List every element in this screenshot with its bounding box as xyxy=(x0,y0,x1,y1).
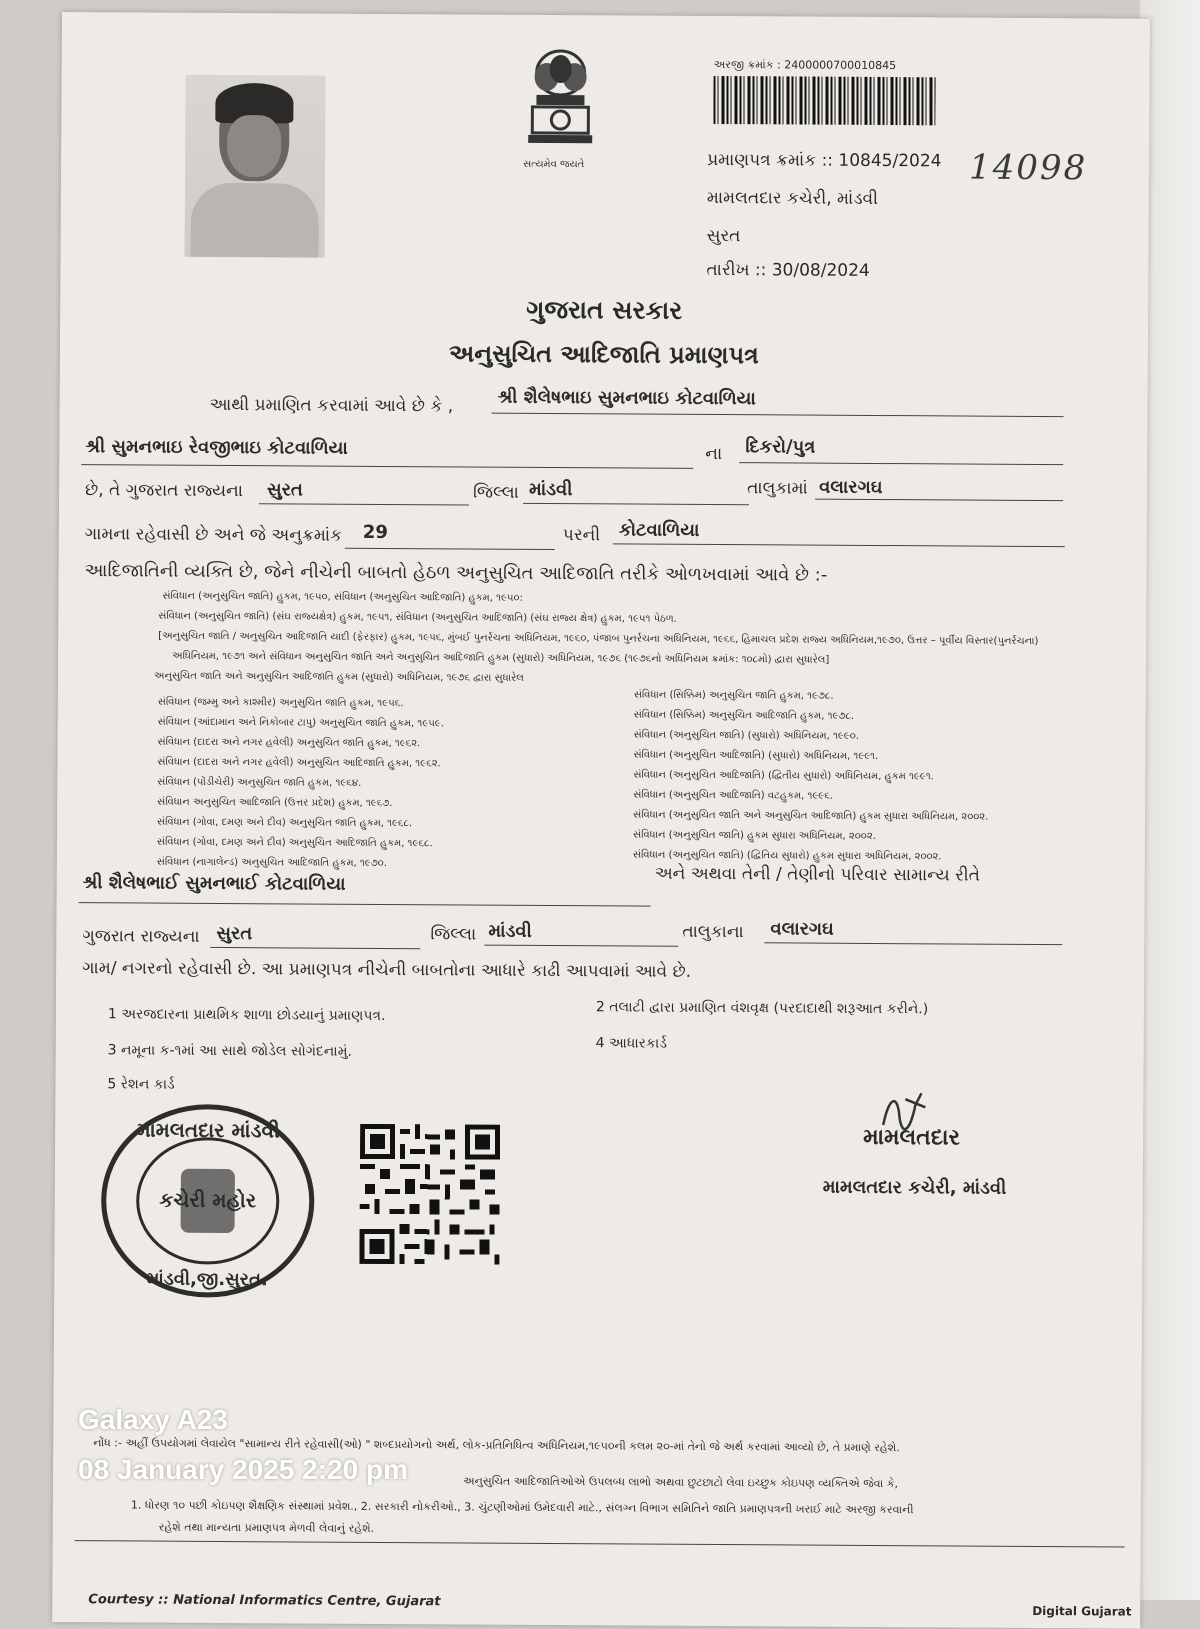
issue-date: તારીખ :: 30/08/2024 xyxy=(706,259,870,281)
order-item: સંવિધાન (અનુસુચિત જાતિ) હુકમ, ૧૯૫૦, સંવિધાન (અનુસુચિત આદિજાતિ) હુકમ, ૧૯૫૦: xyxy=(162,590,523,604)
document-item: 4 આધારકાર્ડ xyxy=(595,1035,667,1052)
seal-bottom-text: માંડવી,જી.સુરત. xyxy=(146,1268,268,1291)
courtesy-text: Courtesy :: National Informatics Centre, Gujarat xyxy=(88,1592,441,1610)
order-item: સંવિધાન (અનુસુચિત આદિજાતિ) (સુધારો) અધિનિયમ, ૧૯૯૧. xyxy=(633,749,879,763)
certification-intro: આથી પ્રમાણિત કરવામાં આવે છે કે , xyxy=(209,394,454,417)
order-item: સંવિધાન (ગોવા, દમણ અને દીવ) અનુસુચિત જાતિ હુકમ, ૧૯૬૮. xyxy=(157,816,413,830)
state-prefix-2: ગુજરાત રાજ્યના xyxy=(82,926,200,947)
village-text: ગામના રહેવાસી છે અને જે અનુક્રમાંક xyxy=(84,524,343,546)
order-item: સંવિધાન (દાદરા અને નગર હવેલી) અનુસુચિત જાતિ હુકમ, ૧૯૬૨. xyxy=(157,736,421,750)
relation-value: દિકરો/પુત્ર xyxy=(745,436,816,458)
document-item: 3 નમૂના ક-૧માં આ સાથે જોડેલ સોગંદનામું. xyxy=(107,1042,353,1060)
jilla-label-2: જિલ્લા xyxy=(430,924,477,945)
camera-device-label: Galaxy A23 xyxy=(78,1404,228,1435)
order-item: સંવિધાન (અનુસુચિત જાતિ અને અનુસુચિત આદિજાતિ) હુકમ સુધારા અધિનિયમ, ૨૦૦૨. xyxy=(633,809,989,823)
order-item: સંવિધાન (આંદામાન અને નિકોબાર ટાપુ) અનુસુચિત જાતિ હુકમ, ૧૯૫૯. xyxy=(157,716,444,730)
order-item: સંવિધાન (પોંડીચેરી) અનુસુચિત જાતિ હુકમ, ૧૯૬૪. xyxy=(157,776,362,789)
taluka-label-2: તાલુકાના xyxy=(682,921,744,943)
divider xyxy=(764,942,1062,945)
taluka-value-2: વલારગઘ xyxy=(770,918,834,940)
signatory-title: મામલતદાર xyxy=(863,1124,960,1151)
order-item: સંવિધાન (અનુસુચિત જાતિ) હુકમ સુધારા અધિનિયમ, ૨૦૦૨. xyxy=(632,829,876,842)
caste-value: કોટવાળિયા xyxy=(618,519,700,541)
divider xyxy=(739,462,1063,465)
digital-gujarat-text: Digital Gujarat xyxy=(1032,1603,1132,1619)
handwritten-number: 14098 xyxy=(968,147,1088,189)
order-item: સંવિધાન (દાદરા અને નગર હવેલી) અનુસુચિત આદિજાતિ હુકમ, ૧૯૬૨. xyxy=(157,756,441,770)
footer-note-3: 1. ધોરણ ૧૦ પછી કોઇપણ શૈક્ષણિક સંસ્થામાં પ્રવેશ., 2. સરકારી નોકરીઓ., 3. ચુંટણીઓમાં ઉમેદવારી માટે., સંલગ્ન વિભાગ સમિતિને જાતિ પ્રમાણપત્રની ખરાઈ માટે અરજી કરવાની xyxy=(130,1498,914,1517)
divider xyxy=(523,503,749,505)
taluka-value: વલારગઘ xyxy=(819,476,883,499)
footer-note-4: રહેશે તથા માન્યતા પ્રમાણપત્ર મેળવી લેવાનું રહેશે. xyxy=(158,1520,375,1535)
application-number: અરજી ક્રમાંક : 2400000700010845 xyxy=(713,57,897,73)
jilla-value: માંડવી xyxy=(529,478,573,501)
jilla-label: જિલ્લા xyxy=(473,482,519,503)
seal-top-text: મામલતદાર માંડવી xyxy=(136,1117,280,1143)
divider xyxy=(492,413,1064,417)
footer-note-1: નોંધ :- અહીં ઉપયોગમાં લેવાયેલ "સામાન્ય રીતે રહેવાસી(ઓ) " શબ્દપ્રયોગનો અર્થ, લોક-પ્રતિનિધિત્વ અધિનિયમ,૧૯૫૦ની કલમ ૨૦-માં તેનો જે અર્થ કરવામાં આવ્યો છે, તે પ્રમાણે રહેશે. xyxy=(93,1436,900,1455)
document-item: 2 તલાટી દ્વારા પ્રમાણિત વંશવૃક્ષ (પરદાદાથી શરૂઆત કરીને.) xyxy=(595,999,929,1018)
official-seal-icon xyxy=(98,1100,317,1301)
order-item: સંવિધાન (જમ્મુ અને કાશ્મીર) અનુસુચિત જાતિ હુકમ, ૧૯૫૬. xyxy=(157,696,404,710)
order-item: સંવિધાન (અનુસુચિત આદિજાતિ) (દ્વિતીય સુધારો) અધિનિયમ, હુકમ ૧૯૯૧. xyxy=(633,769,934,783)
state-prefix: છે, તે ગુજરાત રાજ્યના xyxy=(85,480,243,502)
resident-text: ગામ/ નગરનો રહેવાસી છે. આ પ્રમાણપત્ર નીચેની બાબતોના આધારે કાઢી આપવામાં આવે છે. xyxy=(82,958,692,982)
order-item: અધિનિયમ, ૧૯૭૧ અને સંવિધાન અનુસુચિત જાતિ અને અનુસુચિત આદિજાતિ હુકમ (સુધારો) અધિનિયમ, ૧૯૭૬ (૧૯૭૬નો અધિનિયમ ક્રમાંક: ૧૦૮મો) દ્વારા સુધારેલ] xyxy=(172,650,830,666)
applicant-name: શ્રી શૈલેષભાઇ સુમનભાઇ કોટવાળિયા xyxy=(497,386,756,410)
qr-code xyxy=(359,1124,500,1265)
jilla-value-2: માંડવી xyxy=(488,920,532,942)
document-item: 1 અરજદારના પ્રાથમિક શાળા છોડયાનું પ્રમાણપત્ર. xyxy=(107,1006,386,1024)
divider xyxy=(210,947,420,949)
divider xyxy=(613,543,1065,547)
national-emblem-icon xyxy=(516,43,605,164)
applicant-photo xyxy=(185,75,326,258)
order-item: સંવિધાન (ગોવા, દમણ અને દીવ) અનુસુચિત આદિજાતિ હુકમ, ૧૯૬૮. xyxy=(156,836,433,850)
recognition-text: આદિજાતિની વ્યક્તિ છે, જેને નીચેની બાબતો હેઠળ અનુસુચિત આદિજાતિ તરીકે ઓળખવામાં આવે છે :- xyxy=(84,560,828,586)
orders-right-list xyxy=(633,686,989,868)
divider xyxy=(345,548,555,550)
order-item: અનુસુચિત જાતિ અને અનુસુચિત આદિજાતિ હુકમ (સુધારો) અધિનિયમ, ૧૯૭૬ દ્વારા સુધારેલ xyxy=(153,670,524,684)
order-item: સંવિધાન (અનુસુચિત જાતિ) (સંઘ રાજ્યક્ષેત્ર) હુકમ, ૧૯૫૧, સંવિધાન (અનુસુચિત આદિજાતિ) (સંઘ રાજ્ય ક્ષેત્ર) હુકમ, ૧૯૫૧ પેઠળ. xyxy=(158,610,677,625)
orders-left-list xyxy=(157,693,444,875)
order-item: સંવિધાન (સિક્કિમ) અનુસુચિત જાતિ હુકમ, ૧૯૭૮. xyxy=(633,689,834,702)
parni-label: પરની xyxy=(562,525,601,546)
applicant-name-repeat: શ્રી શૈલેષભાઈ સુમનભાઈ કોટવાળિયા xyxy=(82,872,346,895)
divider xyxy=(81,464,693,469)
state-district-2: સુરત xyxy=(216,922,253,945)
camera-timestamp: 08 January 2025 2:20 pm xyxy=(78,1454,408,1485)
certificate-title: અનુસુચિત આદિજાતિ પ્રમાણપત્ર xyxy=(448,339,759,370)
order-item: સંવિધાન (અનુસુચિત જાતિ) (દ્વિતિય સુધારો) હુકમ સુધારા અધિનિયમ, ૨૦૦૨. xyxy=(632,849,942,863)
order-item: સંવિધાન અનુસુચિત આદિજાતિ (ઉત્તર પ્રદેશ) હુકમ, ૧૯૬૭. xyxy=(157,796,393,810)
order-item: સંવિધાન (અનુસુચિત આદિજાતિ) વટહુકમ, ૧૯૯૬. xyxy=(633,789,834,802)
issuing-district: સુરત xyxy=(706,225,741,247)
signatory-office: મામલતદાર કચેરી, માંડવી xyxy=(822,1176,1007,1199)
emblem-motto: સત્યમેવ જયતે xyxy=(523,158,585,171)
background-margin xyxy=(1140,0,1200,1600)
divider xyxy=(484,945,678,947)
taluka-label: તાલુકામાં xyxy=(747,478,808,499)
issuing-office: મામલતદાર કચેરી, માંડવી xyxy=(706,187,879,209)
document-item: 5 રેશન કાર્ડ xyxy=(107,1076,175,1093)
order-item: સંવિધાન (નાગાલેન્ડ) અનુસુચિત આદિજાતિ હુકમ, ૧૯૭૦. xyxy=(156,856,387,870)
order-item: [અનુસુચિત જાતિ / અનુસુચિત આદિજાતિ યાદી (ફેરફાર) હુકમ, ૧૯૫૬, મુંબઈ પુનર્રચના અધિનિયમ, ૧૯૬૦, પંજાબ પુનર્રચના અધિનિયમ, ૧૯૬૬, હિમાચલ પ્રદેશ રાજ્ય અધિનિયમ,૧૯૭૦, ઉત્તર – પૂર્વીય વિસ્તાર(પુનર્રચના) xyxy=(158,630,1039,647)
certificate-number: પ્રમાણપત્ર ક્રમાંક :: 10845/2024 xyxy=(707,149,942,172)
divider xyxy=(79,902,651,906)
father-name: શ્રી સુમનભાઇ રેવજીભાઇ કોટવાળિયા xyxy=(85,436,348,459)
serial-number: 29 xyxy=(362,521,388,544)
barcode xyxy=(713,76,935,125)
state-district: સુરત xyxy=(267,479,303,501)
orders-top-list xyxy=(153,587,1039,692)
na-label: ના xyxy=(705,443,723,465)
order-item: સંવિધાન (સિક્કિમ) અનુસુચિત આદિજાતિ હુકમ, ૧૯૭૮. xyxy=(633,709,855,722)
footer-note-2: અનુસુચિત આદિજાતિઓએ ઉપલબ્ધ લાભો અથવા છુટછાટો લેવા ઇચ્છુક કોઇપણ વ્યક્તિએ જેવા કે, xyxy=(462,1474,899,1491)
divider xyxy=(259,503,469,505)
certificate-document xyxy=(52,12,1150,1629)
order-item: સંવિધાન (અનુસુચિત જાતિ) (સુધારો) અધિનિયમ, ૧૯૯૦. xyxy=(633,729,859,742)
divider xyxy=(75,1540,1125,1547)
family-text: અને અથવા તેની / તેણીનો પરિવાર સામાન્ય રીતે xyxy=(654,863,981,886)
divider xyxy=(815,499,1063,502)
seal-middle-text: કચેરી મહોર xyxy=(159,1187,257,1213)
government-title: ગુજરાત સરકાર xyxy=(526,294,683,325)
